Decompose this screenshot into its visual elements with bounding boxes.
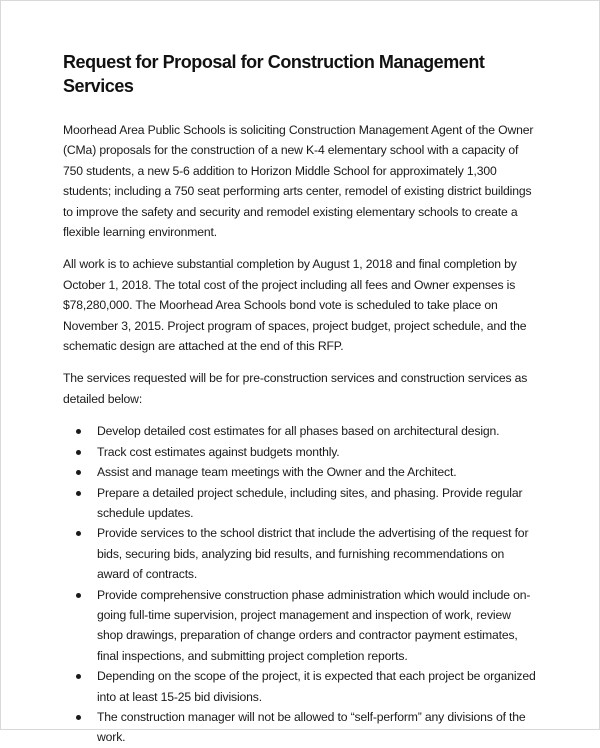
bullet-icon — [76, 470, 81, 475]
bullet-icon — [76, 674, 81, 679]
list-item-text: Develop detailed cost estimates for all phases based on architectural design. — [97, 424, 500, 439]
schedule-cost-paragraph: All work is to achieve substantial completion by August 1, 2018 and final completion by October 1, 2018. The total cost of the project including all fees and Owner expenses is $78,280,000. The Moorhead Area Schools bond vote is scheduled to take place on November 3, 2015. Project program of spaces, project budget, project schedule, and the schematic design are attached at the end of this RFP. — [63, 257, 527, 354]
list-item-text: Provide comprehensive construction phase administration which would include on-going full-time supervision, project management and inspection of work, review shop drawings, preparation of change orders and contractor payment estimates, final inspections, and submitting project completion reports. — [97, 587, 531, 663]
list-item — [63, 442, 538, 462]
list-item — [63, 462, 538, 482]
list-item-text: Prepare a detailed project schedule, including sites, and phasing. Provide regular schedule updates. — [97, 485, 523, 520]
document-body — [63, 50, 538, 748]
services-list — [63, 421, 538, 748]
services-intro-paragraph: The services requested will be for pre-construction services and construction services as detailed below: — [63, 371, 528, 406]
list-item — [63, 585, 538, 667]
list-item-text: Depending on the scope of the project, it is expected that each project be organized into at least 15-25 bid divisions. — [97, 669, 536, 704]
list-item — [63, 523, 538, 584]
bullet-icon — [76, 715, 81, 720]
list-item-text: Assist and manage team meetings with the Owner and the Architect. — [97, 465, 457, 480]
list-item-text: Provide services to the school district that include the advertising of the request for bids, securing bids, analyzing bid results, and furnishing recommendations on award of contracts. — [97, 526, 529, 582]
list-item-text: Track cost estimates against budgets monthly. — [97, 444, 340, 459]
bullet-icon — [76, 593, 81, 598]
intro-paragraph: Moorhead Area Public Schools is soliciting Construction Management Agent of the Owner (CMa) proposals for the construction of a new K-4 elementary school with a capacity of 750 students, a new 5-6 addition to Horizon Middle School for approximately 1,300 students; including a 750 seat performing arts center, remodel of existing district buildings to improve the safety and security and remodel existing elementary schools to create a flexible learning environment. — [63, 123, 534, 240]
bullet-icon — [76, 429, 81, 434]
list-item — [63, 707, 538, 748]
bullet-icon — [76, 491, 81, 496]
list-item — [63, 421, 538, 441]
list-item — [63, 666, 538, 707]
bullet-icon — [76, 450, 81, 455]
list-item — [63, 483, 538, 524]
document-title: Request for Proposal for Construction Management Services — [63, 52, 485, 96]
bullet-icon — [76, 531, 81, 536]
list-item-text: The construction manager will not be allowed to “self-perform” any divisions of the work. — [97, 709, 526, 745]
